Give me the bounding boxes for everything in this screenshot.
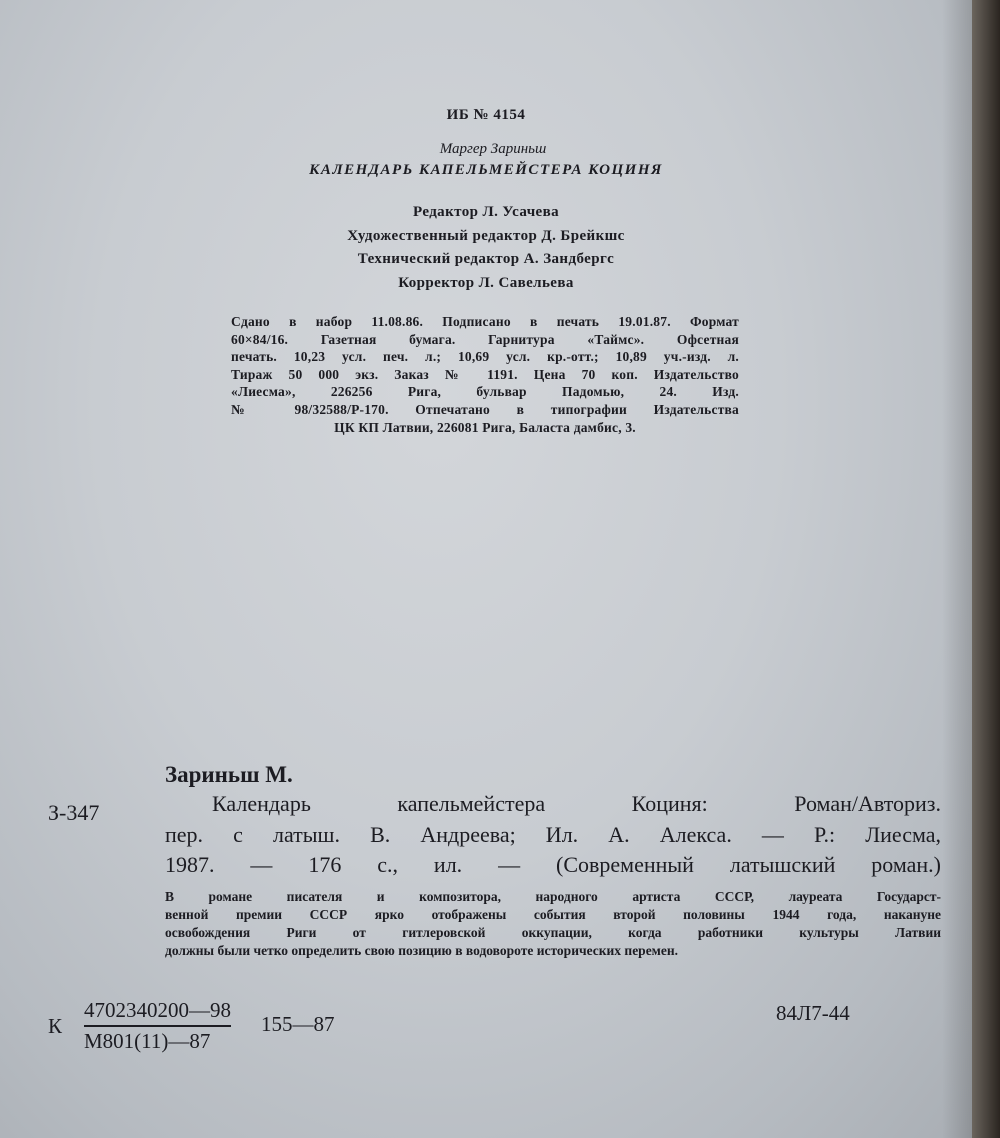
annotation-line: В романе писателя и композитора, народного артиста СССР, лауреата Государст- bbox=[165, 889, 941, 904]
credit-technical-editor: Технический редактор А. Зандбергс bbox=[357, 251, 615, 267]
index-letter: К bbox=[48, 1014, 63, 1038]
annotation-line: освобождения Риги от гитлеровской оккупации, когда работники культуры Латвии bbox=[165, 925, 941, 940]
annotation-line: венной премии СССР ярко отображены события второй половины 1944 года, накануне bbox=[165, 907, 941, 922]
classification-code: З-347 bbox=[48, 800, 100, 825]
imprint-line: ЦК КП Латвии, 226081 Рига, Баласта дамбис, 3. bbox=[334, 419, 636, 435]
index-number: 155—87 bbox=[261, 1012, 335, 1036]
catalog-author-heading: Зариньш М. bbox=[165, 762, 293, 787]
imprint-block bbox=[231, 313, 739, 436]
index-fraction bbox=[84, 998, 231, 1054]
annotation-line: должны были четко определить свою позицию в водовороте исторических перемен. bbox=[165, 943, 679, 958]
reference-line: 1987. — 176 с., ил. — (Современный латышский роман.) bbox=[165, 852, 941, 877]
imprint-line: печать. 10,23 усл. печ. л.; 10,69 усл. кр.-отт.; 10,89 уч.-изд. л. bbox=[231, 349, 739, 365]
credit-art-editor: Художественный редактор Д. Брейкшс bbox=[347, 228, 625, 244]
book-edge bbox=[972, 0, 1000, 1138]
credit-editor: Редактор Л. Усачева bbox=[412, 204, 560, 220]
bbk-code: 84Л7-44 bbox=[776, 1001, 850, 1025]
index-numerator: 4702340200—98 bbox=[84, 998, 231, 1027]
book-title: КАЛЕНДАРЬ КАПЕЛЬМЕЙСТЕРА КОЦИНЯ bbox=[309, 162, 663, 178]
reference-line: Календарь капельмейстера Коциня: Роман/Авториз. bbox=[212, 791, 941, 816]
annotation-block bbox=[165, 888, 941, 960]
reference-line: пер. с латыш. В. Андреева; Ил. А. Алекса. — Р.: Лиесма, bbox=[165, 822, 941, 847]
imprint-line: Сдано в набор 11.08.86. Подписано в печать 19.01.87. Формат bbox=[231, 314, 739, 329]
ib-number: ИБ № 4154 bbox=[446, 107, 526, 123]
credit-proofreader: Корректор Л. Савельева bbox=[398, 275, 574, 291]
index-denominator: М801(11)—87 bbox=[84, 1029, 211, 1053]
imprint-line: Тираж 50 000 экз. Заказ № 1191. Цена 70 коп. Издательство bbox=[231, 366, 739, 382]
imprint-line: № 98/32588/Р-170. Отпечатано в типографии Издательства bbox=[231, 401, 739, 417]
imprint-line: «Лиесма», 226256 Рига, бульвар Падомью, 24. Изд. bbox=[231, 384, 739, 400]
imprint-line: 60×84/16. Газетная бумага. Гарнитура «Таймс». Офсетная bbox=[231, 331, 739, 347]
author-name: Маргер Зариньш bbox=[439, 141, 547, 157]
